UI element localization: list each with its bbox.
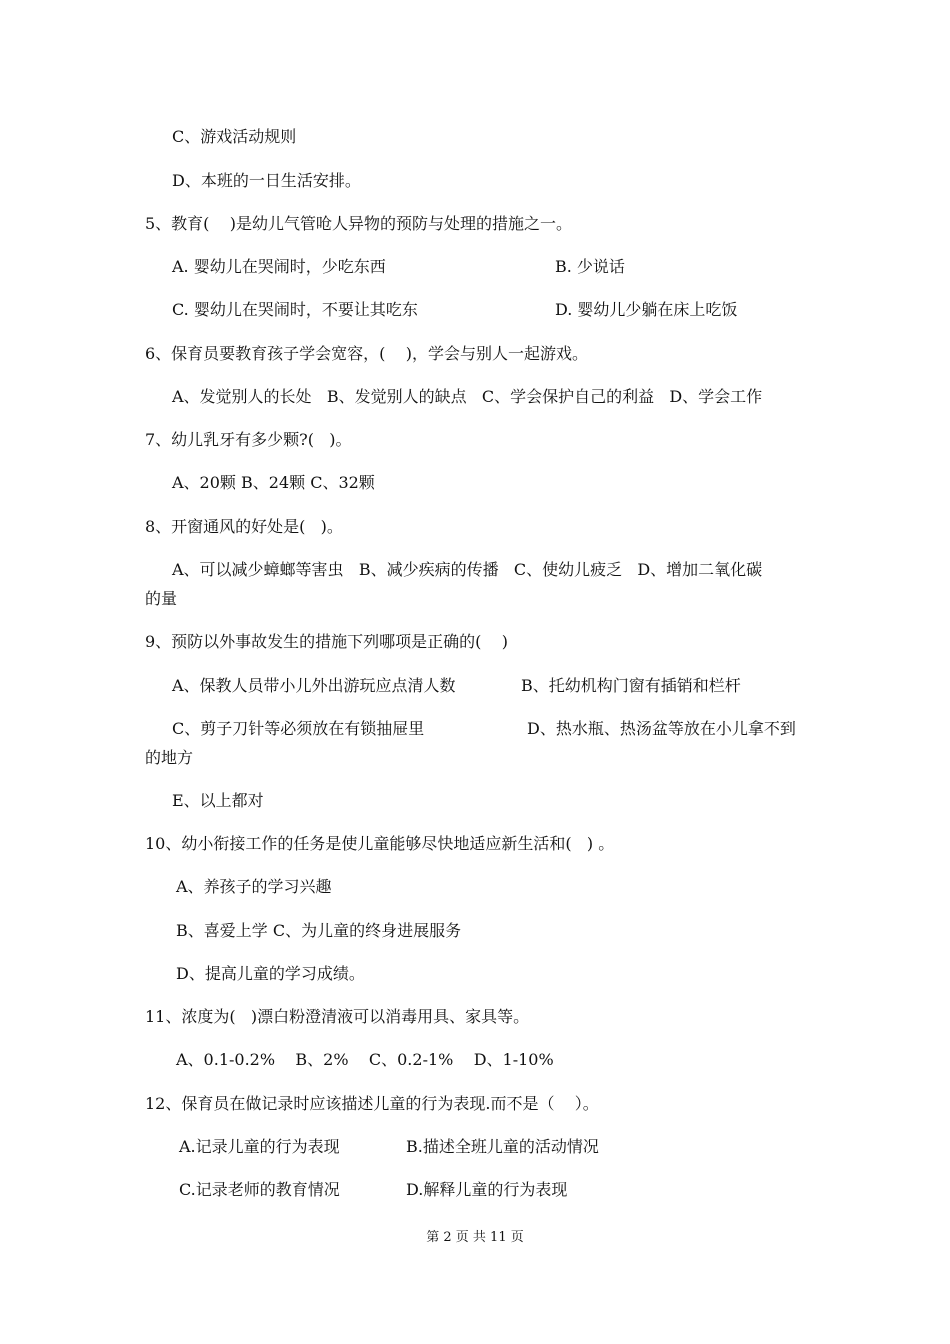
question-12: 12、保育员在做记录时应该描述儿童的行为表现.而不是（ ）。 [145,1094,599,1113]
q7-options: A、20颗 B、24颗 C、32颗 [172,473,375,492]
page-footer: 第 2 页 共 11 页 [426,1230,524,1245]
q9-option-b: B、托幼机构门窗有插销和栏杆 [521,676,741,695]
question-6: 6、保育员要教育孩子学会宽容，( )，学会与别人一起游戏。 [145,344,589,363]
question-7: 7、幼儿乳牙有多少颗?( )。 [145,430,352,449]
q5-option-d: D. 婴幼儿少躺在床上吃饭 [555,300,738,319]
q12-option-d: D.解释儿童的行为表现 [406,1180,568,1199]
q9-option-d-continued: 的地方 [145,748,194,767]
option-c-game-rules: C、游戏活动规则 [172,127,297,146]
question-5: 5、教育( )是幼儿气管呛人异物的预防与处理的措施之一。 [145,214,573,233]
q5-option-b: B. 少说话 [555,257,625,276]
q10-options-b-c: B、喜爱上学 C、为儿童的终身进展服务 [176,921,462,940]
q6-options: A、发觉别人的长处 B、发觉别人的缺点 C、学会保护自己的利益 D、学会工作 [172,387,763,406]
question-10: 10、幼小衔接工作的任务是使儿童能够尽快地适应新生活和( ) 。 [145,834,615,853]
q9-option-d: D、热水瓶、热汤盆等放在小儿拿不到 [527,719,796,738]
q5-option-c: C. 婴幼儿在哭闹时，不要让其吃东 [172,300,418,319]
question-9: 9、预防以外事故发生的措施下列哪项是正确的( ) [145,632,509,651]
q9-option-a: A、保教人员带小儿外出游玩应点清人数 [172,676,456,695]
q10-option-d: D、提高儿童的学习成绩。 [176,964,365,983]
q9-option-e: E、以上都对 [172,791,264,810]
q8-options-continued: 的量 [145,589,178,608]
q11-options: A、0.1-0.2% B、2% C、0.2-1% D、1-10% [176,1050,554,1069]
q10-option-a: A、养孩子的学习兴趣 [176,877,332,896]
q12-option-c: C.记录老师的教育情况 [179,1180,340,1199]
q9-option-c: C、剪子刀针等必须放在有锁抽屉里 [172,719,425,738]
q8-options: A、可以减少蟑螂等害虫 B、减少疾病的传播 C、使幼儿疲乏 D、增加二氧化碳 [172,560,763,579]
question-8: 8、开窗通风的好处是( )。 [145,517,343,536]
q12-option-b: B.描述全班儿童的活动情况 [406,1137,599,1156]
option-d-daily-schedule: D、本班的一日生活安排。 [172,171,361,190]
q12-option-a: A.记录儿童的行为表现 [179,1137,340,1156]
q5-option-a: A. 婴幼儿在哭闹时，少吃东西 [172,257,386,276]
question-11: 11、浓度为( )漂白粉澄清液可以消毒用具、家具等。 [145,1007,530,1026]
